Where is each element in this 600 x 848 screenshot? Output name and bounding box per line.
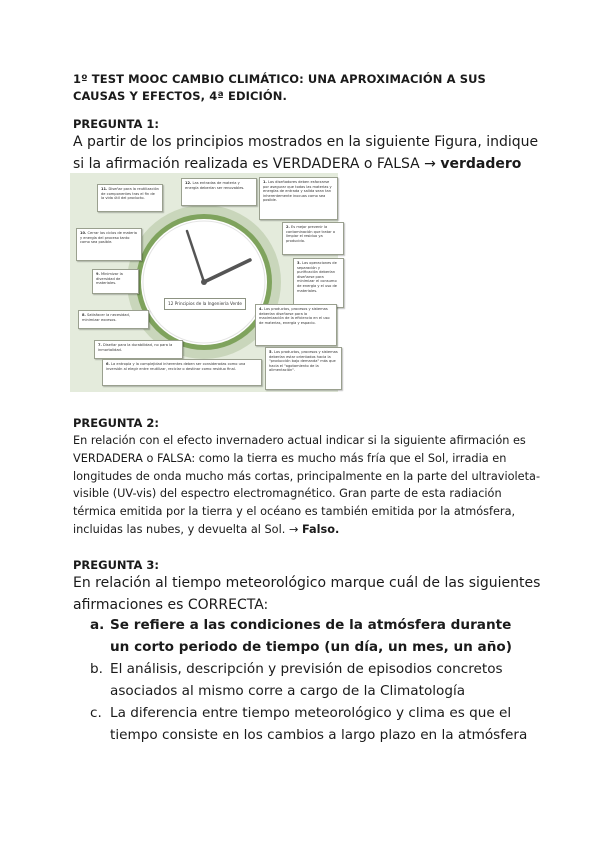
principle-card-4: 4. Los productos, procesos y sistemas deberían diseñarse para la maximización de la eficiencia en el uso de materias, energía y espacio. [255, 304, 337, 346]
document-title: 1º TEST MOOC CAMBIO CLIMÁTICO: UNA APROXIMACIÓN A SUS CAUSAS Y EFECTOS, 4ª EDICIÓN. [73, 72, 486, 103]
figure-banner: 12 Principios de la Ingeniería Verde [164, 298, 246, 310]
option-b[interactable] [90, 659, 530, 702]
option-c[interactable] [90, 703, 530, 746]
question-2-answer: Falso. [301, 522, 340, 536]
question-3-heading: PREGUNTA 3: [73, 558, 159, 572]
option-letter: b. [90, 661, 103, 677]
principle-card-12: 12. Las entradas de materia y energía deberían ser renovables. [181, 178, 257, 206]
question-1-answer: verdadero [440, 156, 522, 172]
question-3-text: En relación al tiempo meteorológico marque cuál de las siguientes afirmaciones es CORRECTA: [73, 575, 541, 613]
option-text: Se refiere a las condiciones de la atmósfera durante un corto periodo de tiempo (un día, un mes, un año) [110, 617, 512, 655]
green-engineering-figure [70, 173, 338, 392]
principle-card-9: 9. Minimizar la diversidad de materiales. [92, 269, 139, 294]
principle-card-10: 10. Cerrar los ciclos de materia y energía del proceso tanto como sea posible. [76, 228, 142, 261]
question-2-text [73, 432, 543, 539]
question-2-heading: PREGUNTA 2: [73, 416, 159, 430]
option-a[interactable] [90, 615, 530, 658]
principle-card-8: 8. Satisfacer la necesidad, minimizar excesos. [78, 310, 149, 329]
question-1-statement: A partir de los principios mostrados en la siguiente Figura, indique si la afirmación realizada es VERDADERA o FALSA → [73, 134, 539, 172]
principle-card-3: 3. Las operaciones de separación y purificación deberían diseñarse para minimizar el consumo de energía y el uso de materiales. [293, 258, 344, 308]
option-letter: c. [90, 705, 102, 721]
principle-card-7: 7. Diseñar para la durabilidad, no para la inmortalidad. [94, 340, 183, 359]
question-1-text [73, 131, 543, 175]
question-1-heading: PREGUNTA 1: [73, 117, 159, 131]
question-3-options [90, 615, 530, 747]
principle-card-6: 6. La entropía y la complejidad inherentes deben ser consideradas como una inversión al elegir entre reutilizar, reciclar o destinar como residuo final. [102, 359, 262, 386]
principle-card-2: 2. Es mejor prevenir la contaminación que tratar o limpiar el residuo ya producido. [282, 222, 344, 255]
question-2-statement: En relación con el efecto invernadero actual indicar si la siguiente afirmación es VERDADERA o FALSA: como la tierra es mucho más fría que el Sol, irradia en longitudes de onda mucho más cortas, principalmente en la parte del ultravioleta-visible (UV-vis) del espectro electromagnético. Gran parte de esta radiación térmica emitida por la tierra y el océano es también emitida por la atmósfera, incluidas las nubes, y devuelta al Sol. → [73, 434, 541, 536]
principle-card-1: 1. Los diseñadores deben esforzarse por asegurar que todas las materias y energías de entrada y salida sean tan inherentemente inocuas como sea posible. [259, 177, 338, 220]
option-text: La diferencia entre tiempo meteorológico y clima es que el tiempo consiste en los cambios a largo plazo en la atmósfera [110, 705, 528, 743]
principle-card-11: 11. Diseñar para la reutilización de componentes tras el fin de la vida útil del producto. [97, 184, 163, 212]
option-text: El análisis, descripción y previsión de episodios concretos asociados al mismo corre a cargo de la Climatología [110, 661, 503, 699]
option-letter: a. [90, 617, 105, 633]
principle-card-5: 5. Los productos, procesos y sistemas deberían estar orientados hacia la "producción bajo demanda" más que hacia el "agotamiento de la alimentación". [265, 347, 342, 390]
